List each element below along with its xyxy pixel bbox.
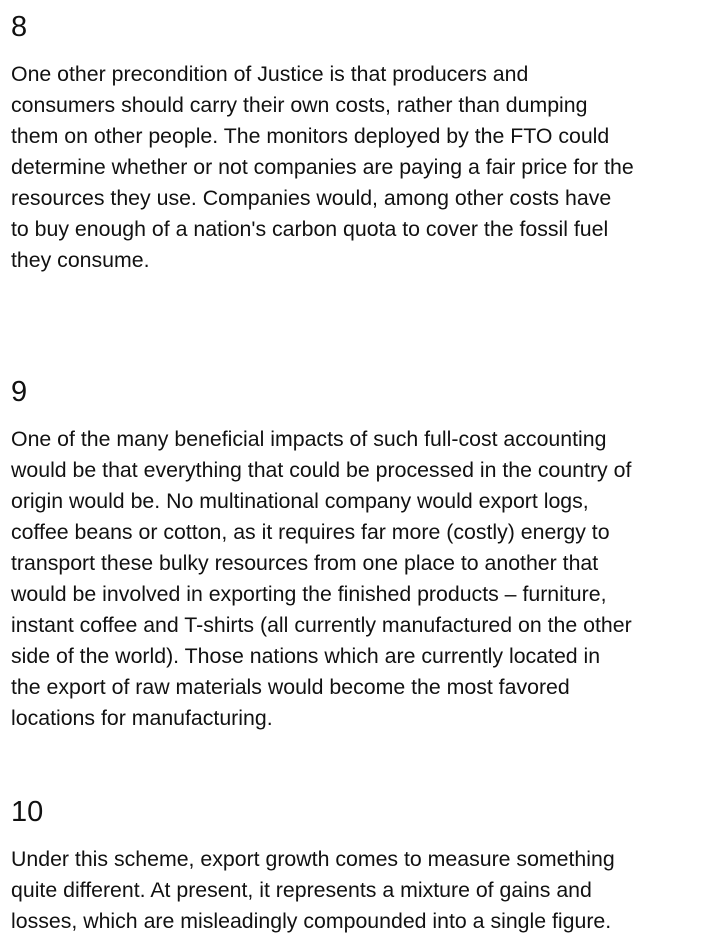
paragraph-line: losses, which are misleadingly compounded into a single figure. bbox=[11, 909, 612, 933]
paragraph-line: resources they use. Companies would, among other costs have bbox=[11, 186, 612, 210]
section-10 bbox=[11, 795, 701, 937]
paragraph-line: consumers should carry their own costs, rather than dumping bbox=[11, 93, 588, 117]
paragraph-line: would be that everything that could be processed in the country of bbox=[11, 458, 632, 482]
paragraph-line: transport these bulky resources from one place to another that bbox=[11, 551, 599, 575]
section-9 bbox=[11, 375, 701, 734]
paragraph-line: to buy enough of a nation's carbon quota to cover the fossil fuel bbox=[11, 217, 609, 241]
paragraph-line: One of the many beneficial impacts of such full-cost accounting bbox=[11, 427, 607, 451]
section-number: 8 bbox=[11, 11, 28, 43]
section-8 bbox=[11, 10, 701, 276]
section-paragraph bbox=[11, 59, 701, 276]
paragraph-line: instant coffee and T-shirts (all currently manufactured on the other bbox=[11, 613, 632, 637]
paragraph-line: coffee beans or cotton, as it requires far more (costly) energy to bbox=[11, 520, 610, 544]
paragraph-line: determine whether or not companies are paying a fair price for the bbox=[11, 155, 634, 179]
section-paragraph bbox=[11, 844, 701, 937]
section-number: 9 bbox=[11, 376, 28, 408]
paragraph-line: One other precondition of Justice is that producers and bbox=[11, 62, 529, 86]
paragraph-line: locations for manufacturing. bbox=[11, 706, 273, 730]
paragraph-line: they consume. bbox=[11, 248, 150, 272]
paragraph-line: the export of raw materials would become the most favored bbox=[11, 675, 570, 699]
section-paragraph bbox=[11, 424, 701, 734]
paragraph-line: origin would be. No multinational company would export logs, bbox=[11, 489, 589, 513]
paragraph-line: Under this scheme, export growth comes to measure something bbox=[11, 847, 615, 871]
paragraph-line: side of the world). Those nations which are currently located in bbox=[11, 644, 601, 668]
paragraph-line: would be involved in exporting the finished products – furniture, bbox=[11, 582, 607, 606]
paragraph-line: them on other people. The monitors deployed by the FTO could bbox=[11, 124, 610, 148]
paragraph-line: quite different. At present, it represents a mixture of gains and bbox=[11, 878, 592, 902]
section-number: 10 bbox=[11, 796, 44, 828]
